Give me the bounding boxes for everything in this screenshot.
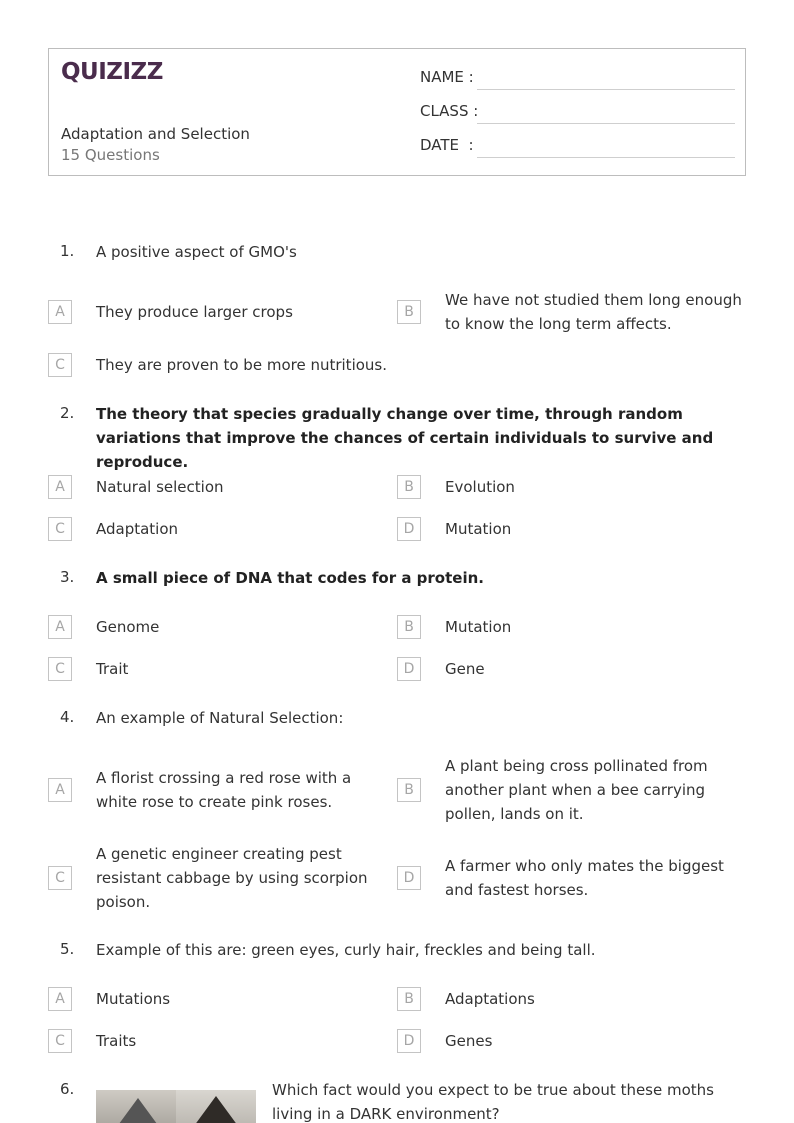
question-text: A small piece of DNA that codes for a protein. bbox=[96, 569, 484, 587]
option-text[interactable]: Genes bbox=[445, 1032, 493, 1050]
quizizz-logo: QUIZIZZ bbox=[61, 59, 163, 85]
option-text[interactable]: A genetic engineer creating pest resistant cabbage by using scorpion poison. bbox=[96, 845, 368, 911]
class-line[interactable] bbox=[477, 123, 735, 124]
moth-icon bbox=[194, 1096, 238, 1123]
question-number: 1. bbox=[60, 242, 75, 260]
question-number: 4. bbox=[60, 708, 75, 726]
option-text[interactable]: Mutation bbox=[445, 520, 512, 538]
question-text: The theory that species gradually change over time, through random variations that improve the chances of certain individuals to survive and reproduce. bbox=[96, 405, 714, 471]
date-field[interactable] bbox=[420, 136, 735, 158]
option-text[interactable]: They are proven to be more nutritious. bbox=[96, 356, 387, 374]
class-label: CLASS : bbox=[420, 102, 479, 120]
moths-image bbox=[96, 1090, 256, 1123]
option-letter-a[interactable]: A bbox=[48, 778, 72, 802]
option-letter-d[interactable]: D bbox=[397, 657, 421, 681]
option-text[interactable]: We have not studied them long enough to know the long term affects. bbox=[445, 291, 742, 333]
moth-icon bbox=[116, 1098, 160, 1123]
question-text: A positive aspect of GMO's bbox=[96, 243, 297, 261]
option-letter-b[interactable]: B bbox=[397, 475, 421, 499]
option-letter-c[interactable]: C bbox=[48, 657, 72, 681]
question-number: 6. bbox=[60, 1080, 75, 1098]
question-count: 15 Questions bbox=[61, 146, 160, 164]
option-letter-c[interactable]: C bbox=[48, 1029, 72, 1053]
option-letter-d[interactable]: D bbox=[397, 1029, 421, 1053]
option-text[interactable]: Trait bbox=[96, 660, 129, 678]
name-field[interactable] bbox=[420, 68, 735, 90]
question-text: Example of this are: green eyes, curly hair, freckles and being tall. bbox=[96, 941, 596, 959]
option-text[interactable]: Mutation bbox=[445, 618, 512, 636]
option-letter-b[interactable]: B bbox=[397, 987, 421, 1011]
name-line[interactable] bbox=[477, 89, 735, 90]
option-text[interactable]: Gene bbox=[445, 660, 485, 678]
light-moth-photo bbox=[96, 1090, 176, 1123]
option-letter-c[interactable]: C bbox=[48, 353, 72, 377]
option-text[interactable]: Adaptation bbox=[96, 520, 179, 538]
option-letter-b[interactable]: B bbox=[397, 615, 421, 639]
dark-moth-photo bbox=[176, 1090, 256, 1123]
question-number: 5. bbox=[60, 940, 75, 958]
option-text[interactable]: Mutations bbox=[96, 990, 171, 1008]
name-label: NAME : bbox=[420, 68, 474, 86]
question-text: Which fact would you expect to be true about these moths living in a DARK environment? bbox=[272, 1081, 714, 1123]
question-text: An example of Natural Selection: bbox=[96, 709, 344, 727]
option-text[interactable]: A florist crossing a red rose with a white rose to create pink roses. bbox=[96, 769, 352, 811]
date-line[interactable] bbox=[477, 157, 735, 158]
option-letter-b[interactable]: B bbox=[397, 300, 421, 324]
date-label: DATE : bbox=[420, 136, 474, 154]
option-text[interactable]: Traits bbox=[96, 1032, 137, 1050]
option-letter-c[interactable]: C bbox=[48, 866, 72, 890]
option-text[interactable]: Evolution bbox=[445, 478, 515, 496]
option-text[interactable]: Adaptations bbox=[445, 990, 535, 1008]
class-field[interactable] bbox=[420, 102, 735, 124]
option-letter-b[interactable]: B bbox=[397, 778, 421, 802]
option-text[interactable]: Genome bbox=[96, 618, 160, 636]
option-letter-a[interactable]: A bbox=[48, 475, 72, 499]
option-text[interactable]: A plant being cross pollinated from another plant when a bee carrying pollen, lands on it. bbox=[445, 757, 708, 823]
question-number: 2. bbox=[60, 404, 75, 422]
option-text[interactable]: Natural selection bbox=[96, 478, 224, 496]
option-text[interactable]: They produce larger crops bbox=[96, 303, 293, 321]
option-letter-d[interactable]: D bbox=[397, 866, 421, 890]
question-number: 3. bbox=[60, 568, 75, 586]
worksheet-header bbox=[48, 48, 746, 176]
option-text[interactable]: A farmer who only mates the biggest and fastest horses. bbox=[445, 857, 724, 899]
option-letter-d[interactable]: D bbox=[397, 517, 421, 541]
option-letter-a[interactable]: A bbox=[48, 300, 72, 324]
worksheet-title: Adaptation and Selection bbox=[61, 125, 250, 143]
option-letter-a[interactable]: A bbox=[48, 987, 72, 1011]
option-letter-a[interactable]: A bbox=[48, 615, 72, 639]
option-letter-c[interactable]: C bbox=[48, 517, 72, 541]
